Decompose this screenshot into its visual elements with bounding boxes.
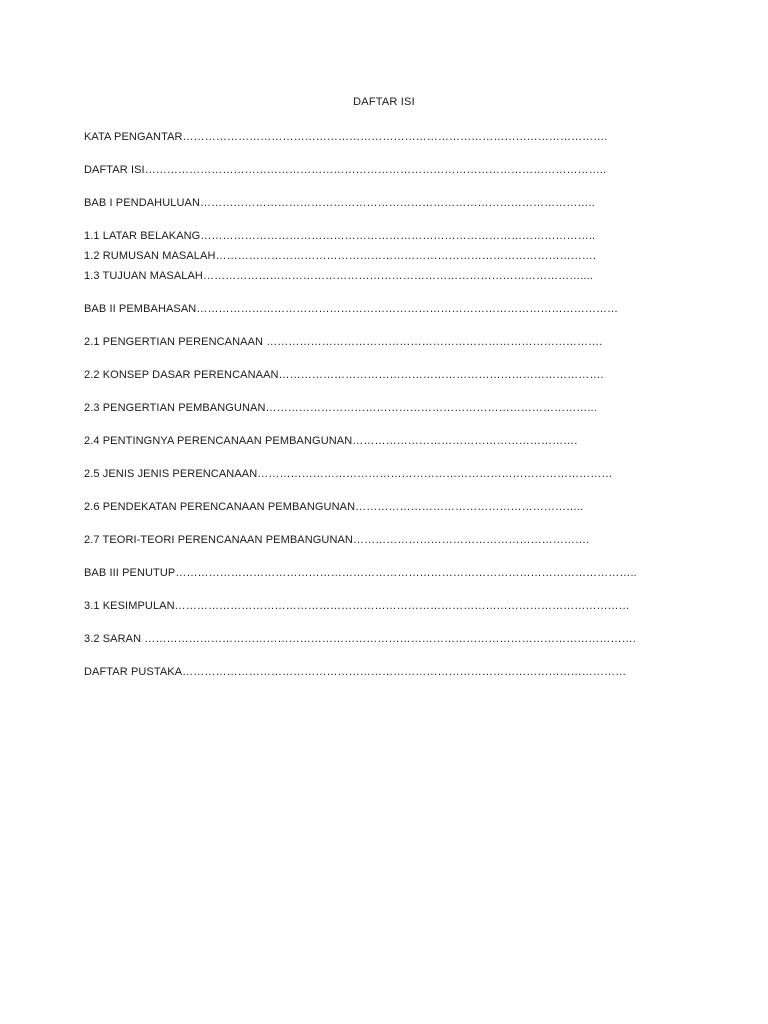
toc-entry-3-2: 3.2 SARAN ……………………………………………………………………………………………………………………. bbox=[84, 633, 636, 645]
toc-entry-daftar-pustaka: DAFTAR PUSTAKA………………………………………………………………………………………………………… bbox=[84, 666, 627, 678]
toc-entry-1-3: 1.3 TUJUAN MASALAH………………………………………………………………………………………….... bbox=[84, 270, 593, 282]
toc-entry-3-1: 3.1 KESIMPULAN…………………………………………………………………………………………………………… bbox=[84, 600, 630, 612]
toc-entry-2-3: 2.3 PENGERTIAN PEMBANGUNAN……………………………………………………………………………... bbox=[84, 402, 597, 414]
toc-entry-1-1: 1.1 LATAR BELAKANG…………………………………………………………………………………………….. bbox=[84, 230, 596, 242]
toc-entry-kata-pengantar: KATA PENGANTAR……………………………………………………………………………………………………. bbox=[84, 131, 608, 143]
toc-entry-2-4: 2.4 PENTINGNYA PERENCANAAN PEMBANGUNAN……………………………………………………. bbox=[84, 435, 578, 447]
toc-entry-2-6: 2.6 PENDEKATAN PERENCANAAN PEMBANGUNAN…………………………………………………….. bbox=[84, 501, 584, 513]
toc-entry-bab-3: BAB III PENUTUP…………………………………………………………………………………………………………….. bbox=[84, 567, 637, 579]
toc-title: DAFTAR ISI bbox=[353, 96, 415, 108]
toc-entry-1-2: 1.2 RUMUSAN MASALAH…………………………………………………………………………………………. bbox=[84, 250, 597, 262]
toc-entry-bab-2: BAB II PEMBAHASAN…………………………………………………………………………………………………… bbox=[84, 303, 619, 315]
toc-entry-2-2: 2.2 KONSEP DASAR PERENCANAAN……………………………………………………………………………. bbox=[84, 369, 604, 381]
toc-entry-bab-1: BAB I PENDAHULUAN…………………………………………………………………………………………….. bbox=[84, 197, 595, 209]
toc-entry-2-7: 2.7 TEORI-TEORI PERENCANAAN PEMBANGUNAN………………………………………………………. bbox=[84, 534, 590, 546]
toc-entry-2-1: 2.1 PENGERTIAN PERENCANAAN ………………………………………………………………………………. bbox=[84, 336, 603, 348]
toc-entry-daftar-isi: DAFTAR ISI…………………………………………………………………………………………………………….. bbox=[84, 164, 607, 176]
toc-entry-2-5: 2.5 JENIS JENIS PERENCANAAN…………………………………………………………………………………… bbox=[84, 468, 613, 480]
